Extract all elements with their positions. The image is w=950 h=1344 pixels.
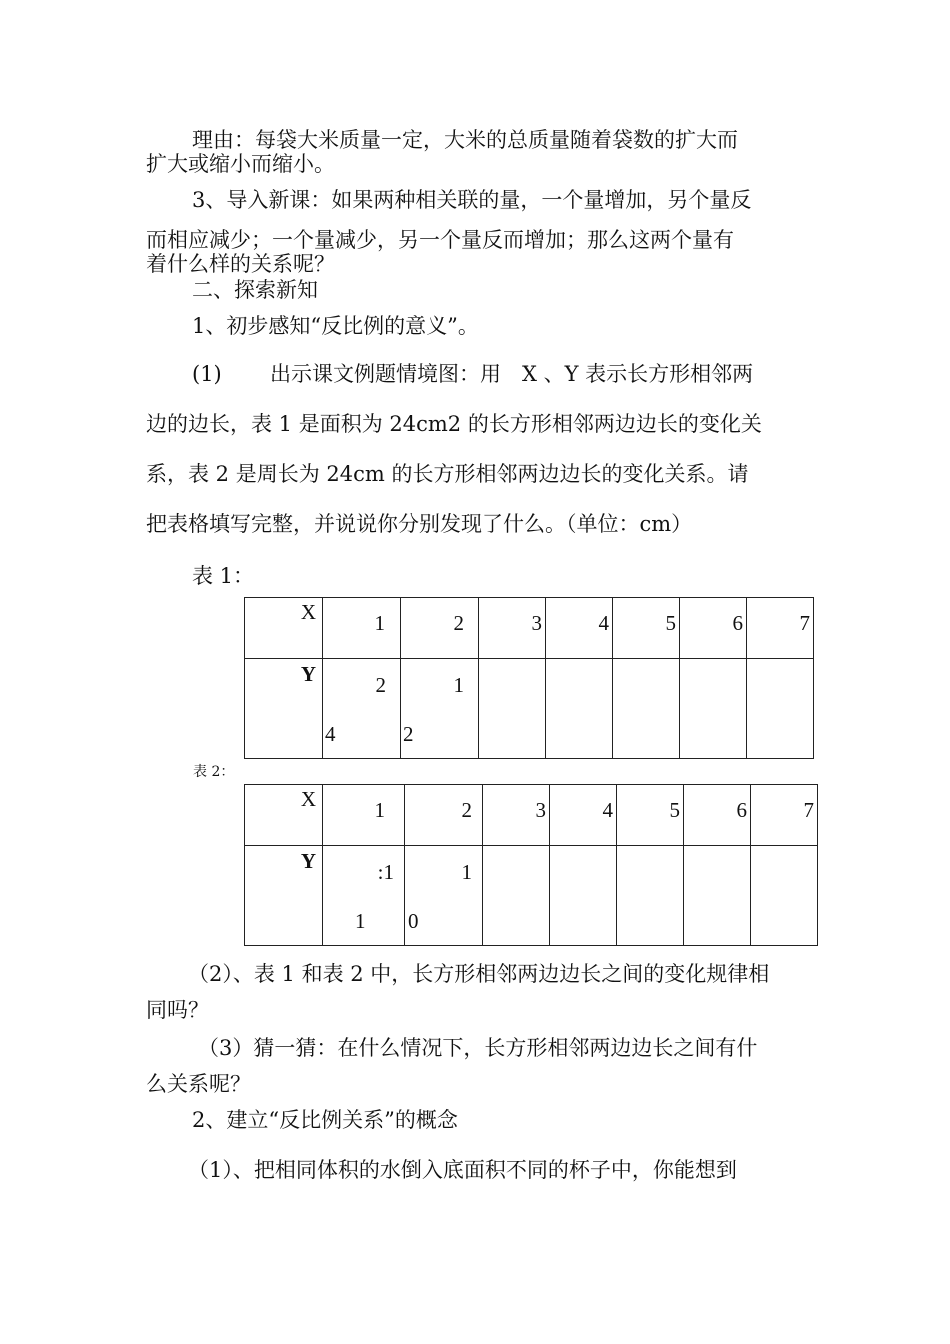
table-2 bbox=[244, 784, 818, 946]
section-title: 二、探索新知 bbox=[192, 278, 318, 302]
table-1-x-row bbox=[245, 598, 814, 659]
question-3 bbox=[146, 1034, 810, 1062]
table-1-y-cell bbox=[680, 659, 747, 759]
table-1-caption bbox=[146, 562, 810, 590]
step-2-heading bbox=[146, 1106, 810, 1134]
step-2-text: 2、建立“反比例关系”的概念 bbox=[192, 1108, 458, 1132]
table-2-y-cell: :1 1 bbox=[323, 846, 405, 946]
table-1-y-cell bbox=[747, 659, 814, 759]
example-1-cont bbox=[146, 410, 810, 438]
step-2-1-text: （1）、把相同体积的水倒入底面积不同的杯子中，你能想到 bbox=[188, 1158, 737, 1182]
table-2-y-header: Y bbox=[245, 846, 323, 946]
table-1-y-row bbox=[245, 659, 814, 759]
table-1-x-cell: 3 bbox=[479, 598, 546, 659]
table-1-caption-text: 表 1： bbox=[192, 564, 255, 588]
table-2-x-cell: 4 bbox=[550, 785, 617, 846]
table-2-x-row bbox=[245, 785, 818, 846]
paragraph-intro bbox=[146, 186, 810, 214]
example-1-line-3: 系，表 2 是周长为 24cm 的长方形相邻两边边长的变化关系。请 bbox=[146, 462, 749, 486]
table-1-y-cell bbox=[613, 659, 680, 759]
table-1 bbox=[244, 597, 814, 759]
question-2-line-2: 同吗？ bbox=[146, 998, 209, 1022]
example-1-number: (1) bbox=[192, 362, 222, 386]
intro-line-1: 3、导入新课：如果两种相关联的量，一个量增加，另个量反 bbox=[192, 188, 752, 212]
step-1-heading bbox=[146, 312, 810, 340]
question-2-line-1: （2）、表 1 和表 2 中，长方形相邻两边边长之间的变化规律相 bbox=[188, 962, 770, 986]
table-1-x-cell: 7 bbox=[747, 598, 814, 659]
table-1-y-cell: 1 2 bbox=[401, 659, 479, 759]
intro-line-3: 着什么样的关系呢？ bbox=[146, 252, 335, 276]
table-2-x-header: X bbox=[245, 785, 323, 846]
table-1-y-cell bbox=[479, 659, 546, 759]
table-1-y-header: Y bbox=[245, 659, 323, 759]
table-1-x-cell: 1 bbox=[323, 598, 401, 659]
example-1 bbox=[146, 360, 810, 388]
example-1-line-1: 出示课文例题情境图：用 X 、Y 表示长方形相邻两 bbox=[270, 362, 754, 386]
table-1-y-cell bbox=[546, 659, 613, 759]
question-2-cont bbox=[146, 996, 810, 1024]
question-3-cont bbox=[146, 1070, 810, 1098]
table-1-x-header: X bbox=[245, 598, 323, 659]
table-1-x-cell: 6 bbox=[680, 598, 747, 659]
table-2-y-cell bbox=[684, 846, 751, 946]
table-2-y-cell bbox=[751, 846, 818, 946]
table-2-caption: 表 2： bbox=[193, 764, 235, 780]
table-1-y-cell: 2 4 bbox=[323, 659, 401, 759]
table-2-x-cell: 6 bbox=[684, 785, 751, 846]
table-2-y-cell: 1 0 bbox=[405, 846, 483, 946]
table-2-x-cell: 7 bbox=[751, 785, 818, 846]
table-1-x-cell: 5 bbox=[613, 598, 680, 659]
table-2-x-cell: 1 bbox=[323, 785, 405, 846]
example-1-cont2 bbox=[146, 460, 810, 488]
paragraph-reason-cont bbox=[146, 150, 810, 178]
question-3-line-1: （3）猜一猜：在什么情况下，长方形相邻两边边长之间有什 bbox=[198, 1036, 758, 1060]
example-1-line-2: 边的边长，表 1 是面积为 24cm2 的长方形相邻两边边长的变化关 bbox=[146, 412, 762, 436]
reason-line-1: 理由：每袋大米质量一定，大米的总质量随着袋数的扩大而 bbox=[192, 128, 738, 152]
section-heading bbox=[146, 276, 810, 304]
table-2-y-cell bbox=[483, 846, 550, 946]
paragraph-intro-cont2 bbox=[146, 250, 810, 278]
table-2-x-cell: 2 bbox=[405, 785, 483, 846]
reason-line-2: 扩大或缩小而缩小。 bbox=[146, 152, 335, 176]
table-2-y-cell bbox=[550, 846, 617, 946]
table-1-x-cell: 2 bbox=[401, 598, 479, 659]
example-1-cont3 bbox=[146, 510, 810, 538]
step-2-1 bbox=[146, 1156, 810, 1184]
question-2 bbox=[146, 960, 810, 988]
intro-line-2: 而相应减少；一个量减少，另一个量反而增加；那么这两个量有 bbox=[146, 228, 734, 252]
table-2-y-cell bbox=[617, 846, 684, 946]
table-2-y-row bbox=[245, 846, 818, 946]
example-1-line-4: 把表格填写完整，并说说你分别发现了什么。（单位：cm） bbox=[146, 512, 693, 536]
table-2-x-cell: 5 bbox=[617, 785, 684, 846]
table-1-x-cell: 4 bbox=[546, 598, 613, 659]
table-2-x-cell: 3 bbox=[483, 785, 550, 846]
step-1-text: 1、初步感知“反比例的意义”。 bbox=[192, 314, 479, 338]
question-3-line-2: 么关系呢？ bbox=[146, 1072, 251, 1096]
